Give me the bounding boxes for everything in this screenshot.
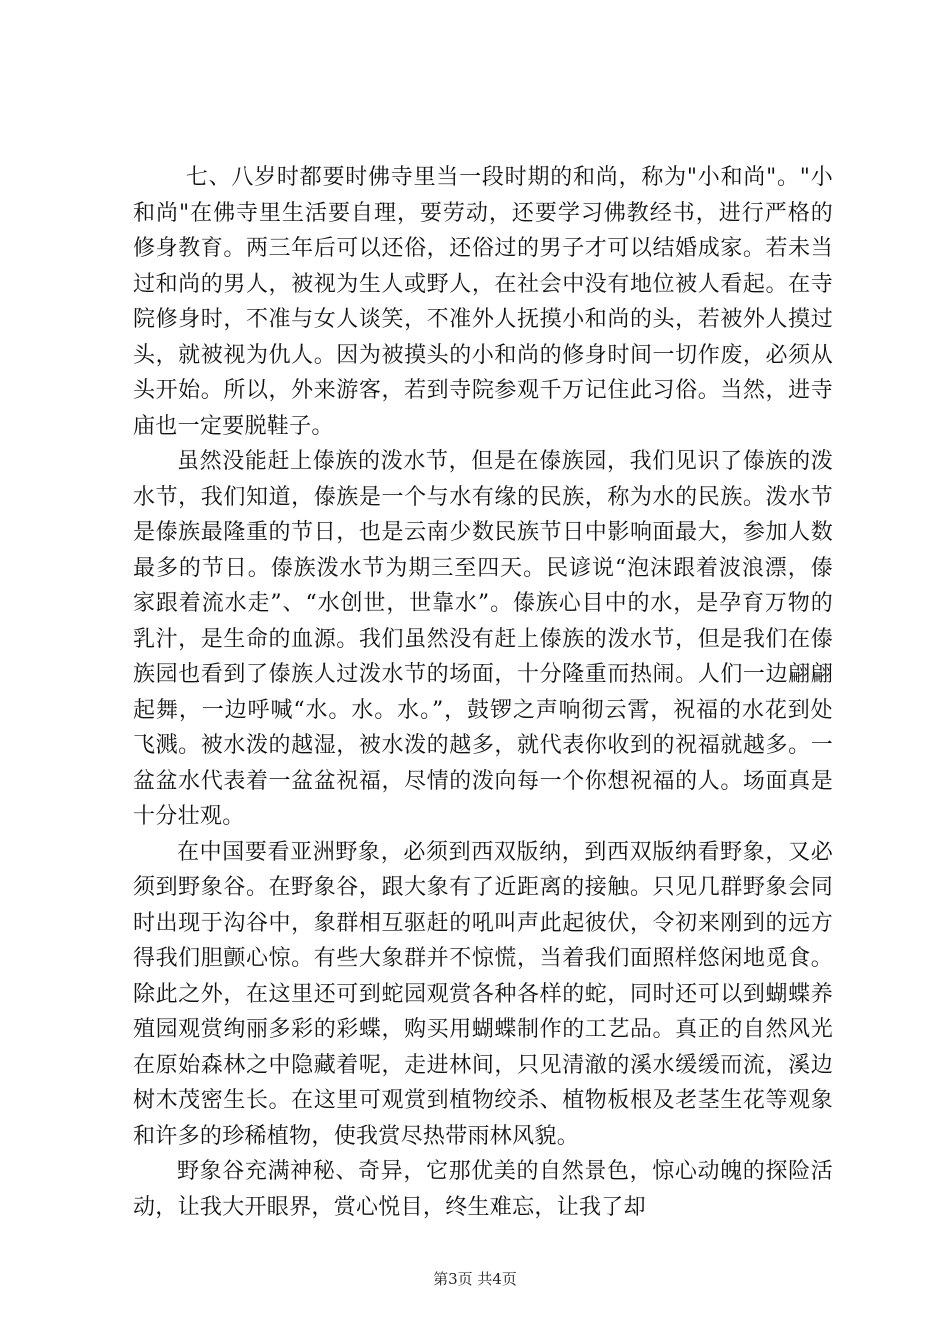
paragraph-novice-monks: 七、八岁时都要时佛寺里当一段时期的和尚，称为"小和尚"。"小和尚"在佛寺里生活要自理，要劳动，还要学习佛教经书，进行严格的修身教育。两三年后可以还俗，还俗过的男子才可以结婚成家。若未当过和尚的男人，被视为生人或野人，在社会中没有地位被人看起。在寺院修身时，不准与女人谈笑，不准外人抚摸小和尚的头，若被外人摸过头，就被视为仇人。因为被摸头的小和尚的修身时间一切作废，必须从头开始。所以，外来游客，若到寺院参观千万记住此习俗。当然，进寺庙也一定要脱鞋子。 — [133, 165, 833, 439]
paragraph-closing: 野象谷充满神秘、奇异，它那优美的自然景色，惊心动魄的探险活动，让我大开眼界，赏心悦目，终生难忘，让我了却 — [133, 1159, 833, 1220]
paragraph-water-festival: 虽然没能赶上傣族的泼水节，但是在傣族园，我们见识了傣族的泼水节，我们知道，傣族是一个与水有缘的民族，称为水的民族。泼水节是傣族最隆重的节日，也是云南少数民族节日中影响面最大，参加人数最多的节日。傣族泼水节为期三至四天。民谚说“泡沫跟着波浪漂，傣家跟着流水走”、“水创世，世靠水”。傣族心目中的水，是孕育万物的乳汁，是生命的血源。我们虽然没有赶上傣族的泼水节，但是我们在傣族园也看到了傣族人过泼水节的场面，十分隆重而热闹。人们一边翩翩起舞，一边呼喊“水。水。水。”，鼓锣之声响彻云霄，祝福的水花到处飞溅。被水泼的越湿，被水泼的越多，就代表你收到的祝福就越多。一盆盆水代表着一盆盆祝福，尽情的泼向每一个你想祝福的人。场面真是十分壮观。 — [133, 449, 833, 829]
page-number-footer: 第3页 共4页 — [433, 1270, 517, 1288]
paragraph-wild-elephant-valley: 在中国要看亚洲野象，必须到西双版纳，到西双版纳看野象，又必须到野象谷。在野象谷，跟大象有了近距离的接触。只见几群野象会同时出现于沟谷中，象群相互驱赶的吼叫声此起彼伏，令初来刚到的远方得我们胆颤心惊。有些大象群并不惊慌，当着我们面照样悠闲地觅食。除此之外，在这里还可到蛇园观赏各种各样的蛇，同时还可以到蝴蝶养殖园观赏绚丽多彩的彩蝶，购买用蝴蝶制作的工艺品。真正的自然风光在原始森林之中隐藏着呢，走进林间，只见清澈的溪水缓缓而流，溪边树木茂密生长。在这里可观赏到植物绞杀、植物板根及老茎生花等观象和许多的珍稀植物，使我赏尽热带雨林风貌。 — [133, 839, 833, 1149]
document-body — [133, 160, 833, 1225]
